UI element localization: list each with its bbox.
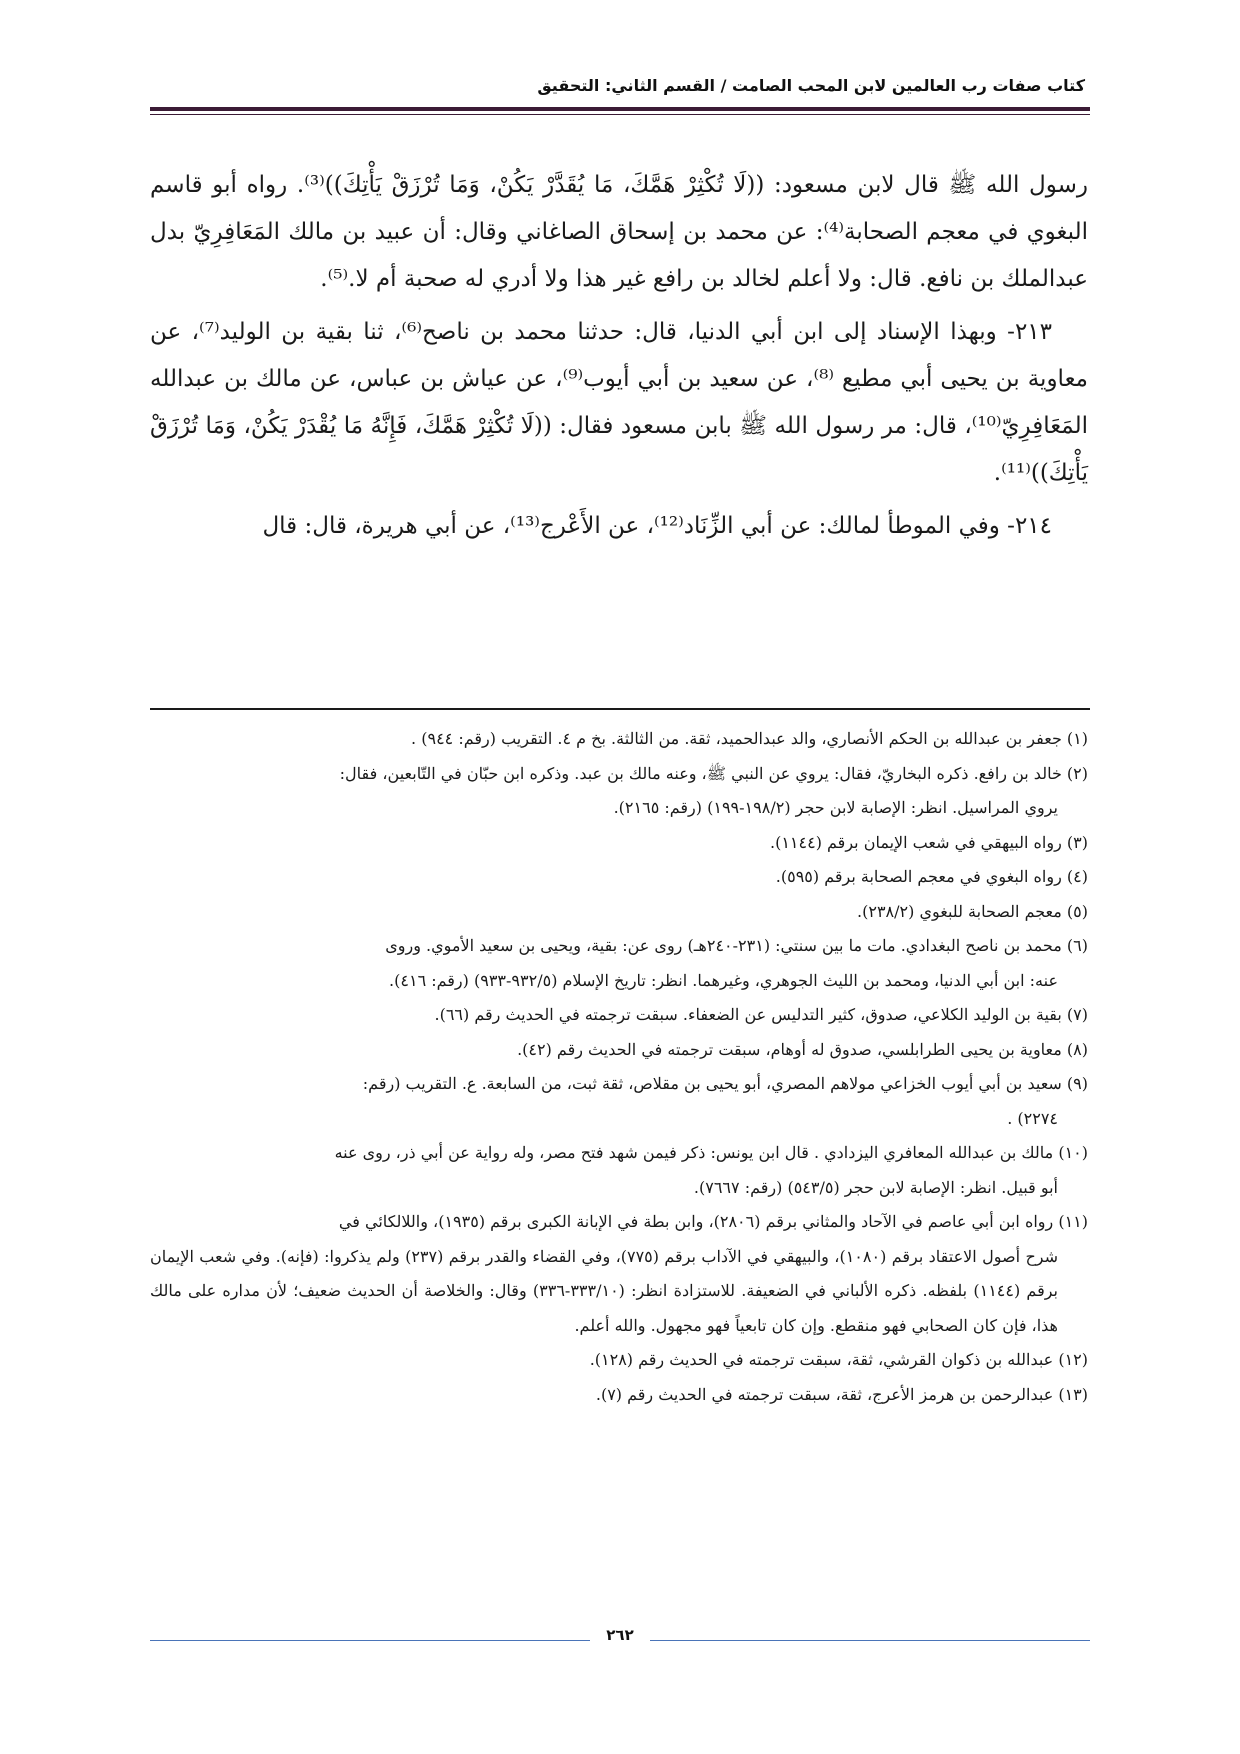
footnote-continuation: يروي المراسيل. انظر: الإصابة لابن حجر (١٩٨/٢-١٩٩) (رقم: ٢١٦٥). — [613, 798, 1058, 817]
footnote-text: (١١) رواه ابن أبي عاصم في الآحاد والمثاني برقم (٢٨٠٦)، وابن بطة في الإبانة الكبرى برقم (١٩٣٥)، واللالكائي في — [338, 1212, 1088, 1231]
footnote-10 — [150, 1136, 1088, 1205]
footnote-text: (١) جعفر بن عبدالله بن الحكم الأنصاري، والد عبدالحميد، ثقة. من الثالثة. بخ م ٤. التقريب (رقم: ٩٤٤) . — [411, 729, 1088, 748]
footnote-text: (٦) محمد بن ناصح البغدادي. مات ما بين سنتي: (٢٣١-٢٤٠هـ) روى عن: بقية، ويحيى بن سعيد الأموي. وروى — [385, 936, 1088, 955]
footnote-text: (٧) بقية بن الوليد الكلاعي، صدوق، كثير التدليس عن الضعفاء. سبقت ترجمته في الحديث رقم (٦٦). — [434, 1005, 1088, 1024]
footnote-1 — [150, 722, 1088, 757]
footnote-11 — [150, 1205, 1088, 1343]
footnote-separator — [150, 708, 1090, 710]
footnote-text: (٢) خالد بن رافع. ذكره البخاريّ، فقال: يروي عن النبي ﷺ، وعنه مالك بن عبد. وذكره ابن حبّان في التّابعين، فقال: — [339, 763, 1088, 783]
body-paragraph: رسول الله ﷺ قال لابن مسعود: ((لَا تُكْثِرْ هَمَّكَ، مَا يُقَدَّرْ يَكُنْ، وَمَا تُرْزَقْ يَأْتِكَ))⁽³⁾. رواه أبو قاسم البغوي في معجم الصحابة⁽⁴⁾: عن محمد بن إسحاق الصاغاني وقال: أن عبيد بن مالك المَعَافِرِيّ بدل عبدالملك بن نافع. قال: ولا أعلم لخالد بن رافع غير هذا ولا أدري له صحبة أم لا.⁽⁵⁾. — [150, 172, 1088, 292]
footnote-2 — [150, 757, 1088, 826]
footnote-continuation: أبو قبيل. انظر: الإصابة لابن حجر (٥٤٣/٥) (رقم: ٧٦٦٧). — [693, 1177, 1058, 1197]
running-header: كتاب صفات رب العالمين لابن المحب الصامت / القسم الثاني: التحقيق — [537, 76, 1085, 95]
footnote-continuation: شرح أصول الاعتقاد برقم (١٠٨٠)، والبيهقي في الآداب برقم (٧٧٥)، وفي القضاء والقدر برقم (٢٣٧) ولم يذكروا: (فإنه). وفي شعب الإيمان برقم (١١٤٤) بلفظه. ذكره الألباني في الضعيفة. للاستزادة انظر: (٣٣٣/١٠-٣٣٦) وقال: والخلاصة أن الحديث ضعيف؛ لأن مداره على مالك هذا، فإن كان الصحابي فهو منقطع. وإن كان تابعياً فهو مجهول. والله أعلم. — [150, 1246, 1059, 1335]
header-rule-thin — [150, 114, 1090, 115]
main-text — [150, 162, 1088, 556]
footnote-text: (٩) سعيد بن أبي أيوب الخزاعي مولاهم المصري، أبو يحيى بن مقلاص، ثقة ثبت، من السابعة. ع. التقريب (رقم: — [362, 1074, 1088, 1093]
footnote-text: (٤) رواه البغوي في معجم الصحابة برقم (٥٩٥). — [775, 867, 1088, 886]
footnote-9 — [150, 1067, 1088, 1136]
footnote-continuation: عنه: ابن أبي الدنيا، ومحمد بن الليث الجوهري، وغيرهما. انظر: تاريخ الإسلام (٩٣٢/٥-٩٣٣) (رقم: ٤١٦). — [389, 970, 1058, 990]
footnote-text: (٣) رواه البيهقي في شعب الإيمان برقم (١١٤٤). — [770, 832, 1088, 852]
body-paragraph: ٢١٣- وبهذا الإسناد إلى ابن أبي الدنيا، قال: حدثنا محمد بن ناصح⁽⁶⁾، ثنا بقية بن الوليد⁽⁷⁾، عن معاوية بن يحيى أبي مطيع ⁽⁸⁾، عن سعيد بن أبي أيوب⁽⁹⁾، عن عياش بن عباس، عن مالك بن عبدالله المَعَافِرِيّ⁽¹⁰⁾، قال: مر رسول الله ﷺ بابن مسعود فقال: ((لَا تُكْثِرْ هَمَّكَ، فَإِنَّهُ مَا يُقْدَرْ يَكُنْ، وَمَا تُرْزَقْ يَأْتِكَ))⁽¹¹⁾. — [150, 319, 1088, 486]
footnote-text: (١٠) مالك بن عبدالله المعافري اليزدادي . قال ابن يونس: ذكر فيمن شهد فتح مصر، وله رواية عن أبي ذر، روى عنه — [334, 1143, 1088, 1162]
footnote-text: (١٢) عبدالله بن ذكوان القرشي، ثقة، سبقت ترجمته في الحديث رقم (١٢٨). — [589, 1350, 1088, 1369]
footnote-text: (١٣) عبدالرحمن بن هرمز الأعرج، ثقة، سبقت ترجمته في الحديث رقم (٧). — [595, 1384, 1088, 1404]
page-number: ٢٦٢ — [606, 1626, 634, 1644]
footnote-4 — [150, 860, 1088, 895]
footnote-6 — [150, 929, 1088, 998]
header-rule — [150, 107, 1090, 111]
footnote-8 — [150, 1033, 1088, 1068]
footnote-continuation: ٢٢٧٤) . — [1007, 1108, 1058, 1128]
footnote-text: (٥) معجم الصحابة للبغوي (٢٣٨/٢). — [857, 901, 1088, 921]
body-paragraph: ٢١٤- وفي الموطأ لمالك: عن أبي الزِّنَاد⁽¹²⁾، عن الأَعْرج⁽¹³⁾، عن أبي هريرة، قال: قال — [262, 513, 1052, 539]
footnote-13 — [150, 1378, 1088, 1413]
footnote-12 — [150, 1343, 1088, 1378]
footnote-text: (٨) معاوية بن يحيى الطرابلسي، صدوق له أوهام، سبقت ترجمته في الحديث رقم (٤٢). — [517, 1039, 1088, 1059]
footnote-5 — [150, 895, 1088, 930]
footnote-7 — [150, 998, 1088, 1033]
footnotes — [150, 722, 1088, 1412]
footnote-3 — [150, 826, 1088, 861]
